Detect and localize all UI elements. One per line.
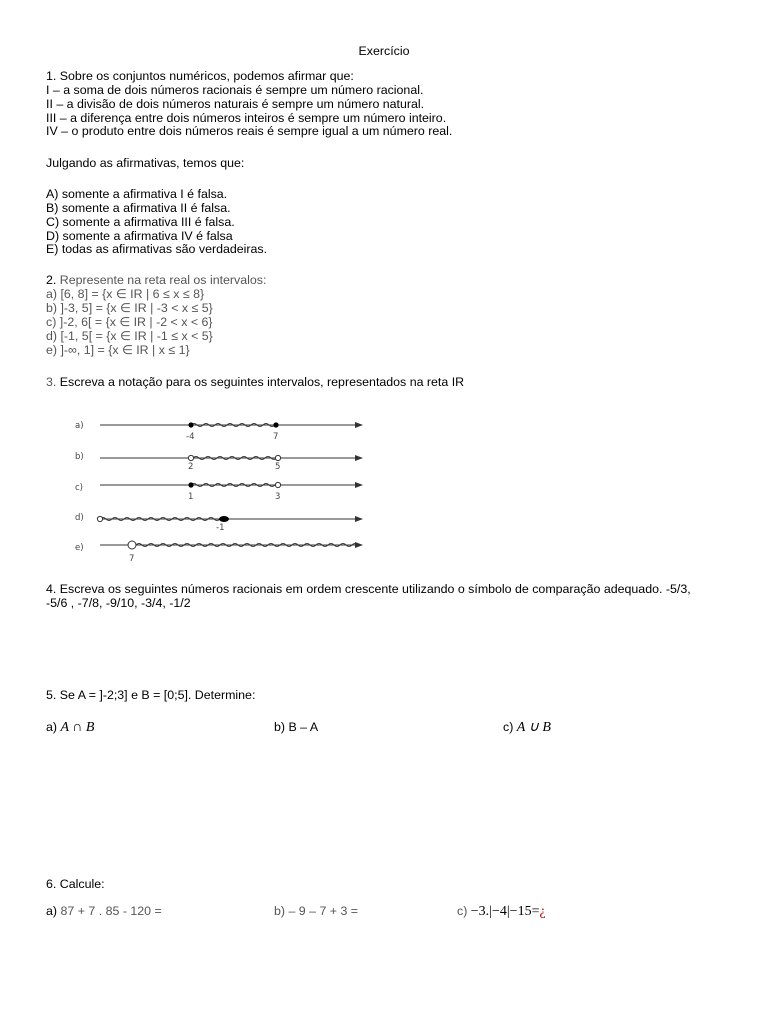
interval-d [100, 518, 220, 521]
tick-b-2: 5 [275, 462, 281, 472]
q5-item-b: b) B – A [274, 720, 319, 734]
q5-item-a [46, 720, 94, 735]
tick-a-1: -4 [186, 432, 195, 442]
q2-item-b: b) ]-3, 5] = {x ∈ IR | -3 < x ≤ 5} [46, 301, 213, 315]
q1-statement-4: IV – o produto entre dois números reais é sempre igual a um número real. [46, 124, 453, 138]
endpoint-d-right [219, 516, 229, 522]
q6-a-expression: 87 + 7 . 85 - 120 = [60, 904, 162, 918]
line-c-label: c) [75, 483, 83, 493]
tick-c-2: 3 [275, 492, 281, 502]
q1-statement-1: I – a soma de dois números racionais é sempre um número racional. [46, 83, 424, 97]
q6-item-c [457, 904, 546, 919]
endpoint-a-left [188, 422, 193, 427]
q5-a-expression: A ∩ B [60, 720, 95, 735]
q5-a-label: a) [46, 720, 58, 734]
tick-a-2: 7 [273, 432, 279, 442]
line-d-label: d) [75, 513, 84, 523]
q1-option-a: A) somente a afirmativa I é falsa. [46, 187, 228, 201]
q6-c-expression: −3.|−4|−15= [470, 904, 540, 919]
q1-prompt: 1. Sobre os conjuntos numéricos, podemos afirmar que: [46, 69, 354, 83]
q5-item-c [503, 720, 551, 735]
interval-b [193, 457, 277, 460]
endpoint-a-right [273, 422, 278, 427]
q5-c-expression: A ∪ B [516, 720, 551, 735]
endpoint-c-left [188, 482, 193, 487]
q2-prompt: Represente na reta real os intervalos: [59, 273, 267, 287]
endpoint-b-left [188, 455, 193, 460]
line-a-label: a) [75, 421, 84, 431]
q1-option-e: E) todas as afirmativas são verdadeiras. [46, 242, 268, 256]
q1-option-c: C) somente a afirmativa III é falsa. [46, 215, 235, 229]
q4-line-2: -5/6 , -7/8, -9/10, -3/4, -1/2 [46, 596, 191, 610]
q6-c-label: c) [457, 904, 468, 918]
q2-number: 2. [46, 273, 57, 287]
q2-item-d: d) [-1, 5[ = {x ∈ IR | -1 ≤ x < 5} [46, 329, 213, 343]
q1-option-b: B) somente a afirmativa II é falsa. [46, 201, 231, 215]
q1-statement-2: II – a divisão de dois números naturais é sempre um número natural. [46, 97, 425, 111]
tick-c-1: 1 [188, 492, 194, 502]
q2-item-a: a) [6, 8] = {x ∈ IR | 6 ≤ x ≤ 8} [46, 287, 205, 301]
endpoint-c-right [275, 482, 280, 487]
endpoint-b-right [275, 455, 280, 460]
q6-item-b: b) – 9 – 7 + 3 = [274, 904, 359, 918]
q4-line-1: 4. Escreva os seguintes números racionais em ordem crescente utilizando o símbolo de comparação adequado. -5/3, [46, 582, 691, 596]
q1-judge: Julgando as afirmativas, temos que: [46, 156, 245, 170]
page-title: Exercício [358, 44, 410, 58]
tick-b-1: 2 [188, 462, 194, 472]
line-e-label: e) [75, 543, 84, 553]
q2-item-c: c) ]-2, 6[ = {x ∈ IR | -2 < x < 6} [46, 315, 213, 329]
q6-a-label: a) [46, 904, 58, 918]
q5-prompt: 5. Se A = ]-2;3] e B = [0;5]. Determine: [46, 688, 256, 702]
line-b-label: b) [75, 452, 84, 462]
q6-item-a [46, 904, 162, 918]
endpoint-e-left [128, 541, 136, 549]
tick-e-1: 7 [129, 554, 135, 564]
q6-prompt: 6. Calcule: [46, 877, 105, 891]
tick-d-1: -1 [216, 523, 225, 533]
q2-item-e: e) ]-∞, 1] = {x ∈ IR | x ≤ 1} [46, 343, 190, 357]
q5-c-label: c) [503, 720, 514, 734]
q6-c-unknown-mark: ¿ [539, 904, 546, 919]
q3-prompt: Escreva a notação para os seguintes intervalos, representados na reta IR [59, 375, 465, 389]
q1-statement-3: III – a diferença entre dois números inteiros é sempre um número inteiro. [46, 111, 447, 125]
q3-number: 3. [46, 375, 57, 389]
endpoint-d-left [97, 516, 102, 521]
q1-option-d: D) somente a afirmativa IV é falsa [46, 229, 233, 243]
